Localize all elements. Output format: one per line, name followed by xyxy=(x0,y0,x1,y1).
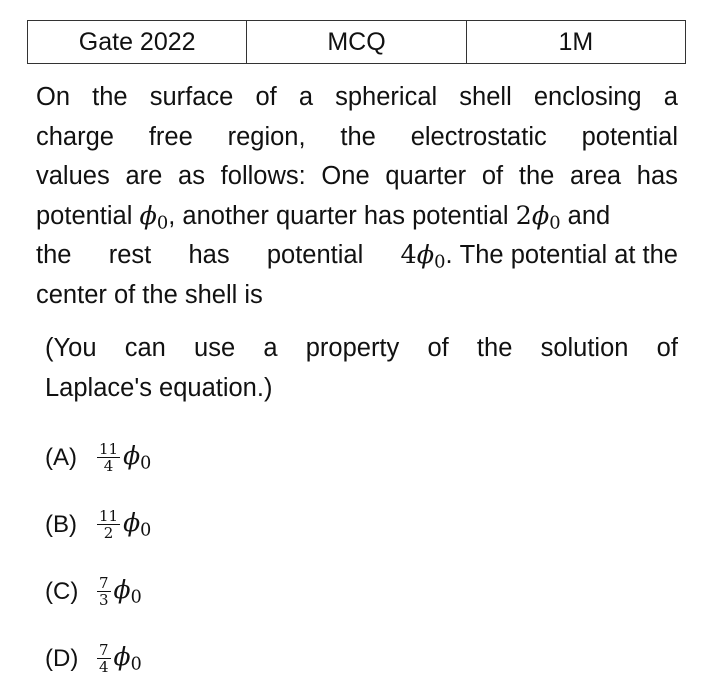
word: enclosing xyxy=(533,83,642,111)
question-line-5: the rest has potential $4\phi_0$. The potential at the xyxy=(36,236,678,276)
rest-word: the xyxy=(36,241,72,269)
word: One xyxy=(321,162,370,190)
word: (You xyxy=(45,334,97,362)
word: quarter xyxy=(385,162,467,190)
question-line-4 xyxy=(36,197,678,237)
word: the xyxy=(92,83,128,111)
word: of xyxy=(656,334,678,362)
phi-expression: $\phi_0$ xyxy=(139,200,169,233)
word: the xyxy=(340,122,376,151)
question-line-1 xyxy=(36,78,678,118)
word: as xyxy=(178,162,205,190)
word: values xyxy=(36,162,110,190)
hint-line-1 xyxy=(45,329,678,369)
question-line-4-text: potential $\phi_0$, another quarter has potential $2\phi_0$ and xyxy=(36,200,611,233)
word: free xyxy=(148,122,193,151)
four-phi-expression: $4\phi_0$ xyxy=(400,240,446,273)
fraction: $\frac{7}{3}$ xyxy=(99,574,109,609)
option-b[interactable] xyxy=(45,491,151,558)
fraction: $\frac{11}{4}$ xyxy=(99,440,119,475)
phi-symbol: $\phi_0$ xyxy=(123,508,152,541)
option-label: (C) xyxy=(45,577,79,605)
option-label: (D) xyxy=(45,644,79,672)
word: has xyxy=(636,162,678,190)
option-c[interactable] xyxy=(45,558,151,625)
option-label: (B) xyxy=(45,510,77,538)
fraction: $\frac{7}{4}$ xyxy=(99,641,109,676)
marks-cell: 1M xyxy=(558,27,594,56)
word: charge xyxy=(36,122,114,151)
hint-text xyxy=(45,329,678,408)
word: a xyxy=(663,83,678,111)
word: the xyxy=(518,162,555,190)
word: surface xyxy=(149,83,234,111)
word: solution xyxy=(540,334,629,362)
question-line-3 xyxy=(36,157,678,197)
phi-symbol: $\phi_0$ xyxy=(123,441,152,474)
question-type-cell: MCQ xyxy=(247,21,466,63)
word: region, xyxy=(227,122,306,151)
phi-symbol: $\phi_0$ xyxy=(113,642,142,675)
option-d[interactable] xyxy=(45,625,151,692)
word: of xyxy=(481,162,504,190)
phi-symbol: $\phi_0$ xyxy=(113,575,142,608)
word: can xyxy=(124,334,166,362)
word: electrostatic xyxy=(410,122,547,151)
option-a[interactable] xyxy=(45,424,151,491)
question-line-6: center of the shell is xyxy=(36,280,263,309)
question-header-table xyxy=(27,20,686,64)
option-label: (A) xyxy=(45,443,77,471)
word: of xyxy=(255,83,277,111)
word: On xyxy=(36,83,71,111)
word: use xyxy=(194,334,236,362)
word: follows: xyxy=(220,162,306,190)
two-phi-expression: $2\phi_0$ xyxy=(515,200,561,233)
answer-options xyxy=(45,424,151,692)
question-text xyxy=(36,78,678,315)
word: are xyxy=(125,162,163,190)
word: property xyxy=(305,334,400,362)
word: a xyxy=(263,334,278,362)
hint-line-2: Laplace's equation.) xyxy=(45,373,273,402)
fraction: $\frac{11}{2}$ xyxy=(99,507,119,542)
word: a xyxy=(298,83,314,111)
exam-name-cell: Gate 2022 xyxy=(28,21,247,63)
word: spherical xyxy=(335,83,438,111)
word: of xyxy=(427,334,449,362)
word: area xyxy=(570,162,622,190)
word: potential xyxy=(581,122,678,151)
question-line-2 xyxy=(36,118,678,158)
word: the xyxy=(476,334,513,362)
word: shell xyxy=(459,83,512,111)
